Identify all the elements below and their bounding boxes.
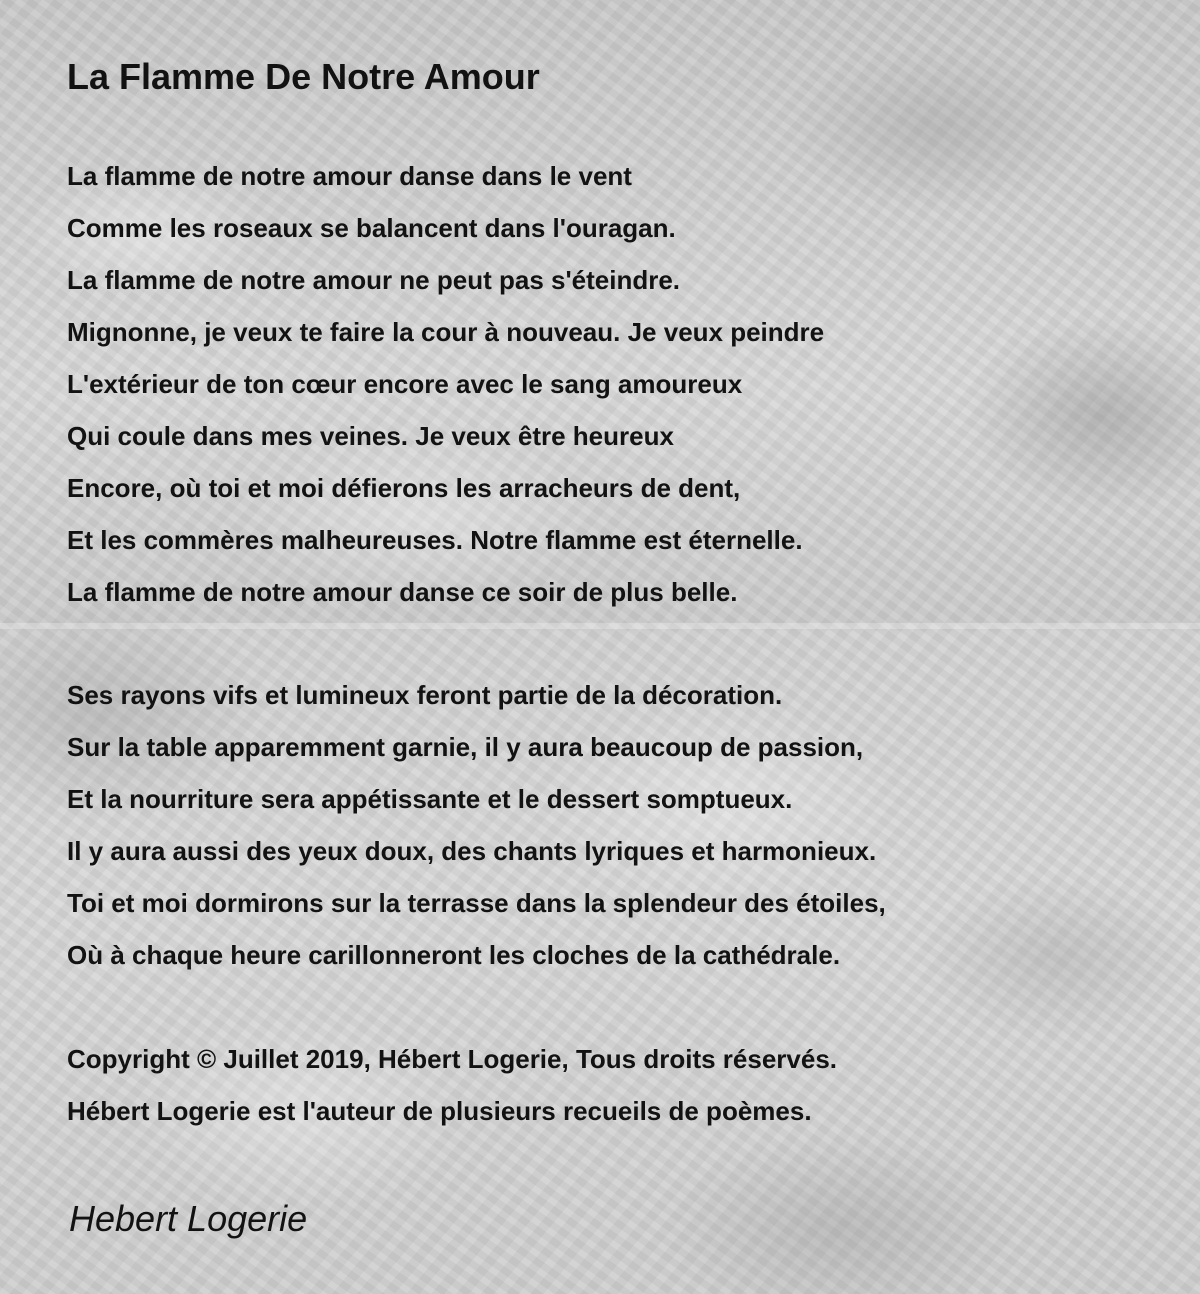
poem-title: La Flamme De Notre Amour — [67, 56, 540, 97]
poem-line: La flamme de notre amour ne peut pas s'éteindre. — [67, 265, 681, 295]
author-note-line: Hébert Logerie est l'auteur de plusieurs recueils de poèmes. — [67, 1096, 812, 1126]
poem-line: La flamme de notre amour danse dans le vent — [67, 161, 632, 191]
poem-line: Encore, où toi et moi défierons les arracheurs de dent, — [67, 473, 741, 503]
poem-line: Sur la table apparemment garnie, il y aura beaucoup de passion, — [67, 732, 864, 762]
stanza-1 — [67, 150, 824, 618]
poem-line: Ses rayons vifs et lumineux feront partie de la décoration. — [67, 680, 783, 710]
poem-line: Il y aura aussi des yeux doux, des chants lyriques et harmonieux. — [67, 836, 877, 866]
copyright-notice — [67, 1033, 837, 1137]
poem-line: Et les commères malheureuses. Notre flamme est éternelle. — [67, 525, 803, 555]
poem-line: Et la nourriture sera appétissante et le dessert somptueux. — [67, 784, 793, 814]
poem-line: Mignonne, je veux te faire la cour à nouveau. Je veux peindre — [67, 317, 825, 347]
poem-line: Où à chaque heure carillonneront les cloches de la cathédrale. — [67, 940, 841, 970]
poem-line: Comme les roseaux se balancent dans l'ouragan. — [67, 213, 676, 243]
poem-line: L'extérieur de ton cœur encore avec le sang amoureux — [67, 369, 743, 399]
poem-line: La flamme de notre amour danse ce soir de plus belle. — [67, 577, 738, 607]
poem-line: Toi et moi dormirons sur la terrasse dans la splendeur des étoiles, — [67, 888, 886, 918]
poem-line: Qui coule dans mes veines. Je veux être heureux — [67, 421, 674, 451]
author-signature: Hebert Logerie — [69, 1198, 308, 1239]
copyright-line: Copyright © Juillet 2019, Hébert Logerie, Tous droits réservés. — [67, 1044, 838, 1074]
stanza-2 — [67, 669, 886, 981]
